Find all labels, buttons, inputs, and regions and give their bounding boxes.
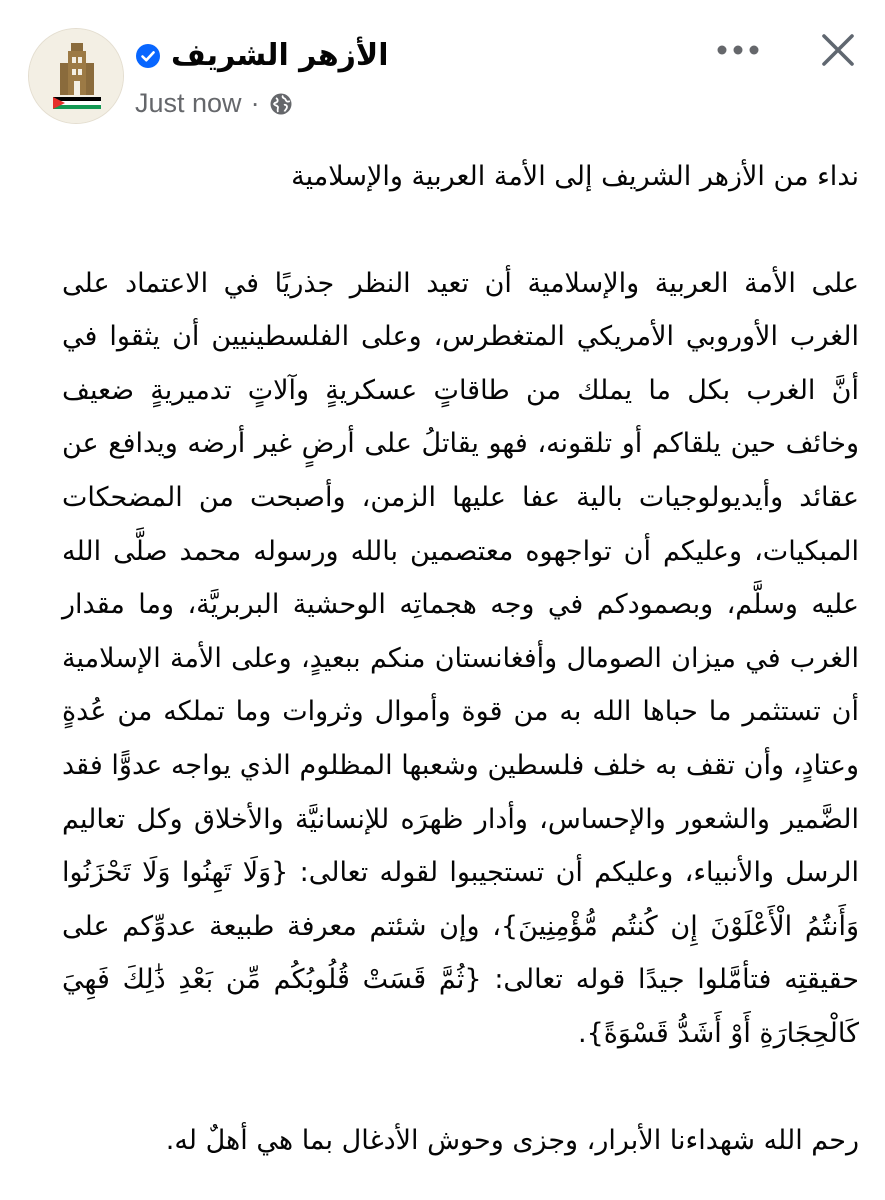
close-icon bbox=[821, 33, 855, 67]
post-text-title: نداء من الأزهر الشريف إلى الأمة العربية والإسلامية bbox=[291, 161, 859, 192]
verified-badge-icon bbox=[135, 43, 161, 69]
more-options-button[interactable] bbox=[712, 32, 764, 68]
post-header bbox=[0, 0, 885, 140]
close-button[interactable] bbox=[812, 24, 864, 76]
page-name-row bbox=[135, 38, 389, 73]
globe-icon[interactable] bbox=[269, 92, 293, 116]
al-azhar-logo-icon bbox=[29, 29, 124, 124]
post-text bbox=[62, 150, 859, 1167]
post-text-closing: رحم الله شهداءنا الأبرار، وجزى وحوش الأدغال بما هي أهلٌ له. bbox=[165, 1124, 859, 1156]
page-avatar[interactable] bbox=[28, 28, 124, 124]
post-text-body: على الأمة العربية والإسلامية أن تعيد النظر جذريًا في الاعتماد على الغرب الأوروبي الأمريكي المتغطرس، وعلى الفلسطينيين أن يثقوا في أنَّ الغرب بكل ما يملك من طاقاتٍ عسكريةٍ وآلاتٍ تدميريةٍ ضعيف وخائف حين يلقاكم أو تلقونه، فهو يقاتلُ على أرضٍ غير أرضه ويدافع عن عقائد وأيديولوجيات بالية عفا عليها الزمن، وأصبحت من المضحكات المبكيات، وعليكم أن تواجهوه معتصمين بالله ورسوله محمد صلَّى الله عليه وسلَّم، وبصمودكم في وجه هجماتِه الوحشية البربريَّة، وما مقدار الغرب في ميزان الصومال وأفغانستان منكم ببعيدٍ، وعلى الأمة الإسلامية أن تستثمر ما حباها الله به من قوة وأموال وثروات وما تملكه من عُدةٍ وعتادٍ، وأن تقف به خلف فلسطين وشعبها المظلوم الذي يواجه عدوًّا فقد الضَّمير والشعور والإحساس، وأدار ظهرَه للإنسانيَّة والأخلاق وكل تعاليم الرسل والأنبياء، وعليكم أن تستجيبوا لقوله تعالى: {وَلَا تَهِنُوا وَلَا تَحْزَنُوا وَأَنتُمُ الْأَعْلَوْنَ إِن كُنتُم مُّؤْمِنِينَ}، وإن شئتم معرفة طبيعة عدوِّكم على حقيقتِه فتأمَّلوا جيدًا قوله تعالى: {ثُمَّ قَسَتْ قُلُوبُكُم مِّن بَعْدِ ذَٰلِكَ فَهِيَ كَالْحِجَارَةِ أَوْ أَشَدُّ قَسْوَةً}. bbox=[62, 267, 859, 1049]
meta-separator: · bbox=[250, 88, 260, 118]
more-options-icon bbox=[716, 44, 760, 56]
page-name[interactable]: الأزهر الشريف bbox=[171, 38, 389, 73]
post-meta bbox=[135, 88, 293, 119]
post-timestamp[interactable]: Just now bbox=[135, 88, 242, 118]
